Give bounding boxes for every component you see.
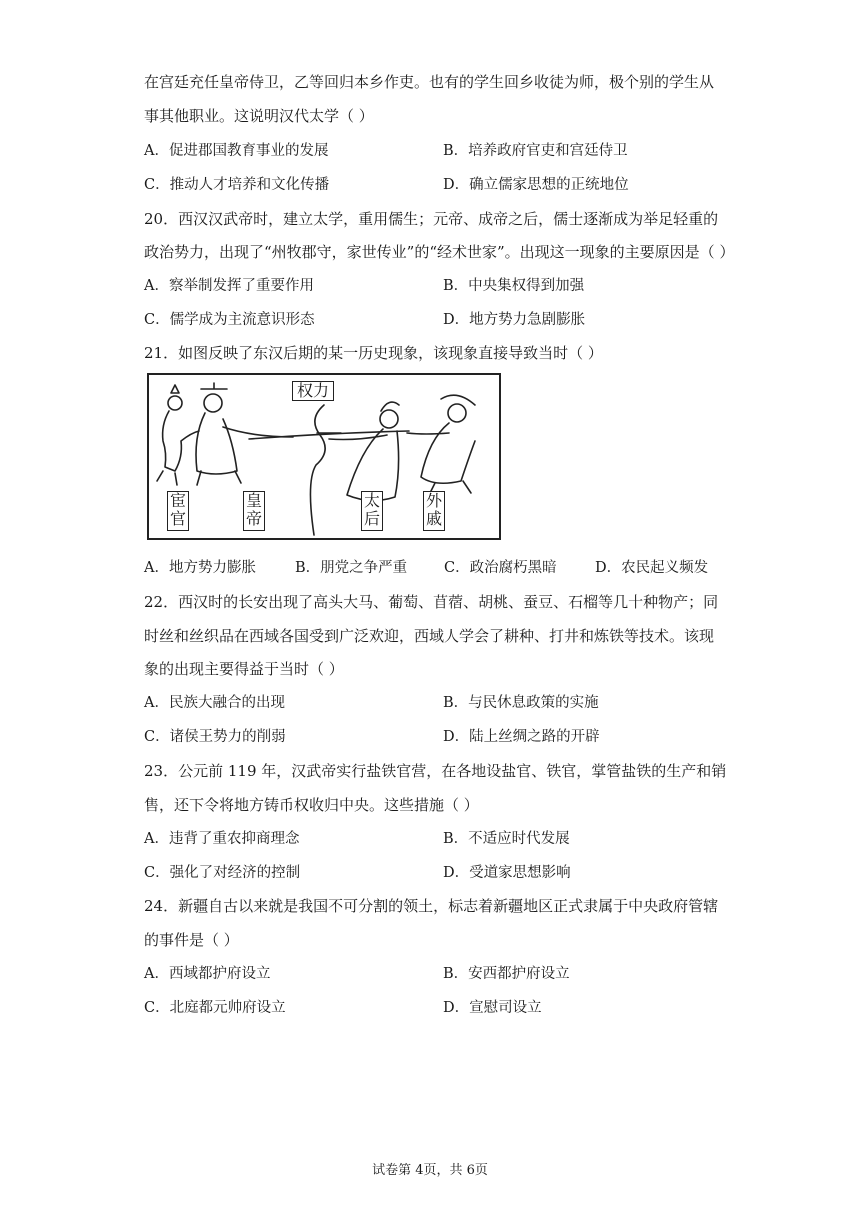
q19-option-d: D．确立儒家思想的正统地位 [443,177,629,193]
q19-option-a: A．促进郡国教育事业的发展 [144,143,329,159]
q21-stem: 21．如图反映了东汉后期的某一历史现象，该现象直接导致当时（ ） [144,344,603,362]
q21-option-a: A．地方势力膨胀 [144,560,256,576]
label-eunuch: 宦官 [167,491,189,531]
q20-option-b: B．中央集权得到加强 [443,278,585,294]
label-consort-clan: 外戚 [423,491,445,531]
q20-option-a: A．察举制发挥了重要作用 [144,278,314,294]
label-empress-dowager: 太后 [361,491,383,531]
q23-option-d: D．受道家思想影响 [443,865,571,881]
q22-option-d: D．陆上丝绸之路的开辟 [443,729,600,745]
q24-stem-line-1: 24．新疆自古以来就是我国不可分割的领土，标志着新疆地区正式隶属于中央政府管辖 [144,897,719,915]
q21-option-d: D．农民起义频发 [595,560,709,576]
q22-stem-line-2: 时丝和丝织品在西域各国受到广泛欢迎，西域人学会了耕种、打井和炼铁等技术。该现 [144,627,715,645]
q24-stem-line-2: 的事件是（ ） [144,931,239,949]
q24-option-c: C．北庭都元帅府设立 [144,1000,286,1016]
q20-stem-line-2: 政治势力，出现了“州牧郡守，家世传业”的“经术世家”。出现这一现象的主要原因是（ ） [144,243,735,261]
q21-option-b: B．朋党之争严重 [295,560,408,576]
q23-option-c: C．强化了对经济的控制 [144,865,301,881]
q24-option-b: B．安西都护府设立 [443,966,570,982]
q24-option-d: D．宣慰司设立 [443,1000,542,1016]
q19-stem-line-2: 事其他职业。这说明汉代太学（ ） [144,107,374,125]
q20-option-c: C．儒学成为主流意识形态 [144,312,315,328]
q23-stem-line-2: 售，还下令将地方铸币权收归中央。这些措施（ ） [144,796,479,814]
q21-option-c: C．政治腐朽黑暗 [444,560,557,576]
power-struggle-cartoon [147,373,501,540]
q24-option-a: A．西域都护府设立 [144,966,271,982]
q19-option-c: C．推动人才培养和文化传播 [144,177,330,193]
q22-option-b: B．与民休息政策的实施 [443,695,599,711]
q20-stem-line-1: 20．西汉汉武帝时，建立太学，重用儒生；元帝、成帝之后，儒士逐渐成为举足轻重的 [144,210,719,228]
q22-option-c: C．诸侯王势力的削弱 [144,729,286,745]
q22-stem-line-3: 象的出现主要得益于当时（ ） [144,660,344,678]
q19-option-b: B．培养政府官吏和宫廷侍卫 [443,143,628,159]
q22-option-a: A．民族大融合的出现 [144,695,285,711]
page-footer: 试卷第 4页，共 6页 [372,1163,488,1178]
label-emperor: 皇帝 [243,491,265,531]
q23-option-b: B．不适应时代发展 [443,831,570,847]
q23-option-a: A．违背了重农抑商理念 [144,831,300,847]
label-power: 权力 [292,381,334,401]
q22-stem-line-1: 22．西汉时的长安出现了高头大马、葡萄、苜蓿、胡桃、蚕豆、石榴等几十种物产；同 [144,593,719,611]
q20-option-d: D．地方势力急剧膨胀 [443,312,586,328]
q23-stem-line-1: 23．公元前 119 年，汉武帝实行盐铁官营，在各地设盐官、铁官，掌管盐铁的生产和销 [144,762,727,780]
q19-stem-line-1: 在宫廷充任皇帝侍卫，乙等回归本乡作吏。也有的学生回乡收徒为师，极个别的学生从 [144,73,715,91]
